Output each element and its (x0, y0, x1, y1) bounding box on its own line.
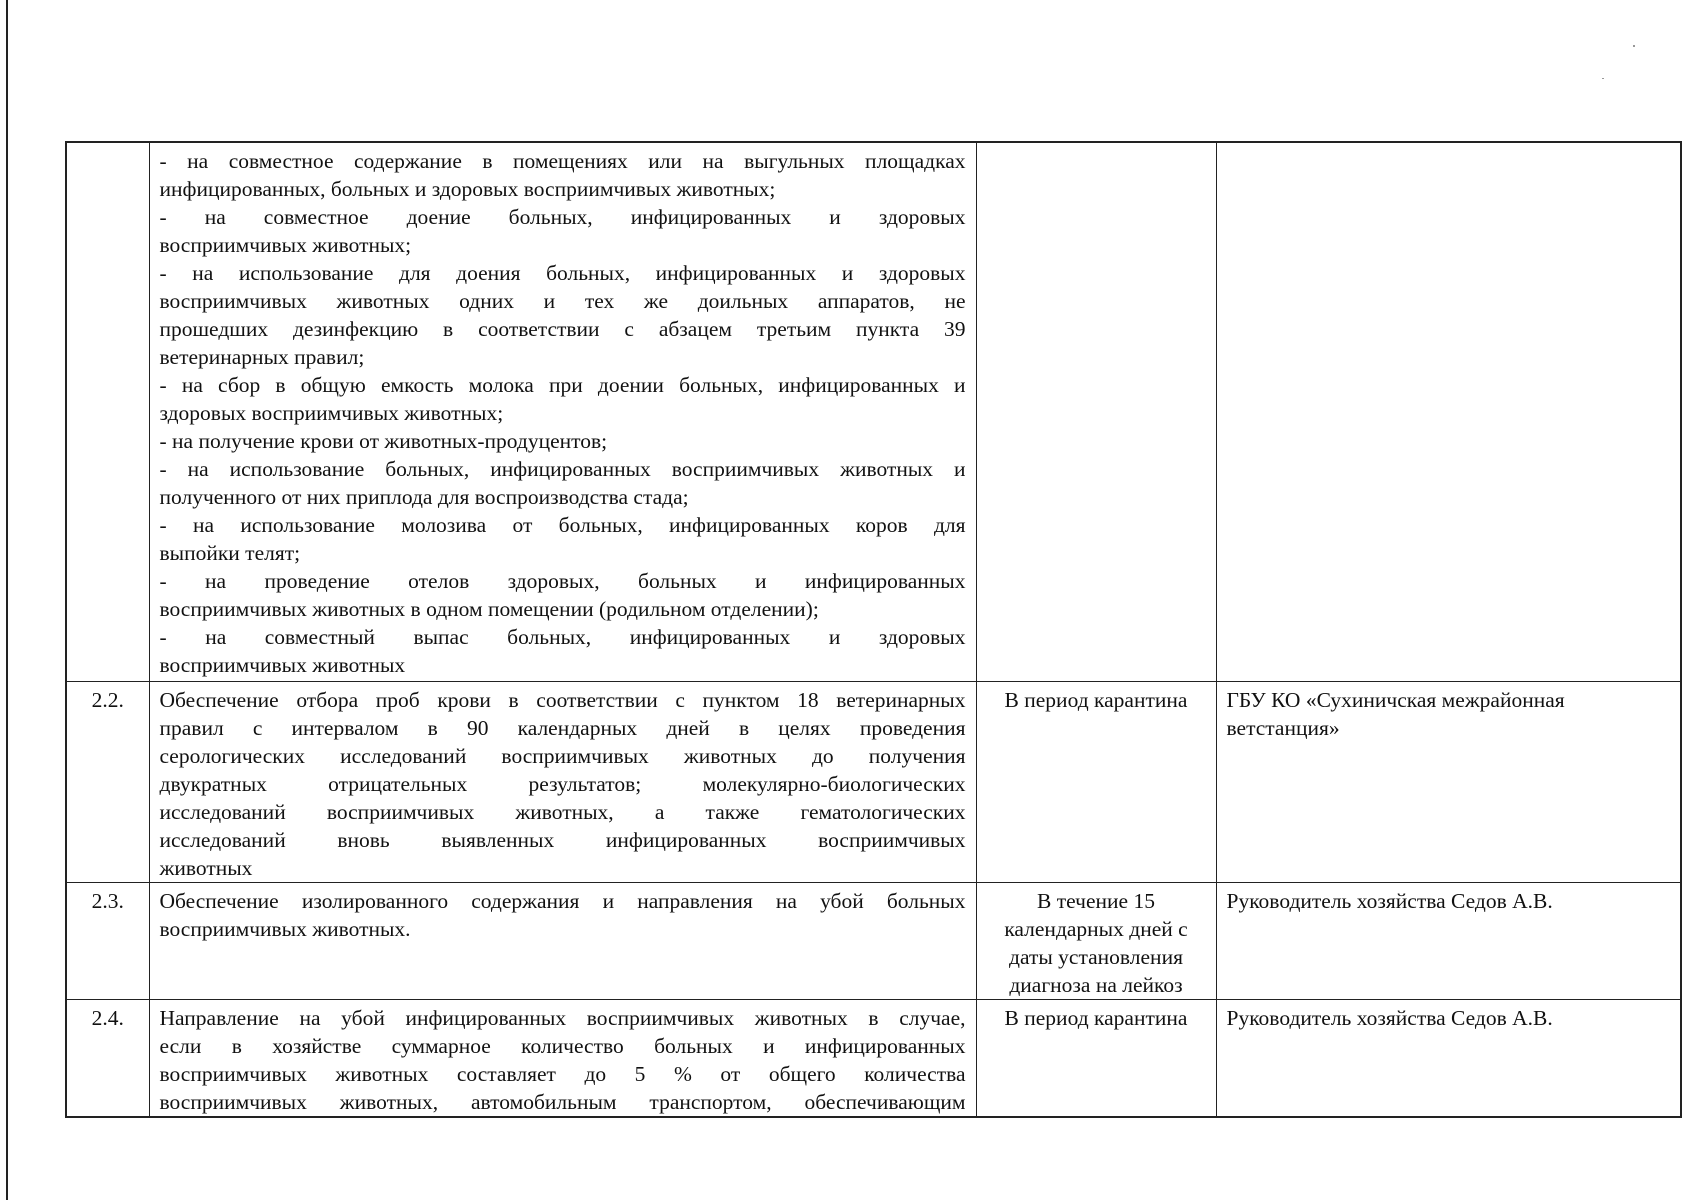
text-line: полученного от них приплода для воспроизводства стада; (159, 485, 689, 509)
text-line: - на использование молозива от больных, инфицированных коров для (159, 513, 966, 537)
measure-text-cell (149, 882, 976, 999)
text-line: прошедших дезинфекцию в соответствии с абзацем третьим пункта 39 (159, 317, 966, 341)
text-line: правил с интервалом в 90 календарных дней в целях проведения (159, 715, 966, 740)
row-number-cell: 2.4. (66, 999, 149, 1117)
scan-speck (1602, 78, 1604, 79)
row-number-cell (66, 142, 149, 681)
text-line: - на проведение отелов здоровых, больных и инфицированных (159, 569, 966, 593)
period-cell: В период карантина (976, 681, 1216, 882)
text-line: - на сбор в общую емкость молока при доении больных, инфицированных и (159, 373, 966, 397)
text-line: инфицированных, больных и здоровых восприимчивых животных; (159, 177, 776, 201)
text-line: - на совместное доение больных, инфицированных и здоровых (159, 205, 966, 229)
text-line: Обеспечение изолированного содержания и направления на убой больных (159, 888, 966, 913)
responsible-cell (1216, 142, 1681, 681)
text-line: восприимчивых животных (159, 653, 406, 677)
responsible-cell: ГБУ КО «Сухиничская межрайонная ветстанция» (1216, 681, 1681, 882)
binding-edge-line (6, 0, 8, 1200)
table-row-2-4 (66, 999, 1681, 1117)
responsible-cell: Руководитель хозяйства Седов А.В. (1216, 882, 1681, 999)
text-line: восприимчивых животных. (159, 916, 411, 941)
text-line: - на использование для доения больных, инфицированных и здоровых (159, 261, 966, 285)
measure-text-cell (149, 681, 976, 882)
period-cell (976, 142, 1216, 681)
text-line: Обеспечение отбора проб крови в соответствии с пунктом 18 ветеринарных (159, 687, 966, 712)
responsible-cell: Руководитель хозяйства Седов А.В. (1216, 999, 1681, 1117)
text-line: восприимчивых животных в одном помещении (родильном отделении); (159, 597, 819, 621)
text-line: если в хозяйстве суммарное количество больных и инфицированных (159, 1033, 966, 1058)
text-line: Направление на убой инфицированных восприимчивых животных в случае, (159, 1005, 966, 1030)
scan-speck (1633, 45, 1635, 47)
text-line: восприимчивых животных, автомобильным транспортом, обеспечивающим (159, 1089, 966, 1114)
period-cell: В течение 15 календарных дней с даты установления диагноза на лейкоз (976, 882, 1216, 999)
table-row-2-2 (66, 681, 1681, 882)
text-line: здоровых восприимчивых животных; (159, 401, 504, 425)
text-line: - на получение крови от животных-продуцентов; (159, 429, 608, 453)
text-line: двукратных отрицательных результатов; молекулярно-биологических (159, 771, 966, 796)
text-line: - на использование больных, инфицированных восприимчивых животных и (159, 457, 966, 481)
text-line: исследований восприимчивых животных, а также гематологических (159, 799, 966, 824)
table-row-restrictions (66, 142, 1681, 681)
text-line: восприимчивых животных одних и тех же доильных аппаратов, не (159, 289, 966, 313)
row-number-cell: 2.2. (66, 681, 149, 882)
period-cell: В период карантина (976, 999, 1216, 1117)
row-number-cell: 2.3. (66, 882, 149, 999)
text-line: серологических исследований восприимчивых животных до получения (159, 743, 966, 768)
text-line: животных (159, 855, 253, 880)
measure-text-cell (149, 999, 976, 1117)
text-line: восприимчивых животных; (159, 233, 412, 257)
measures-table (65, 141, 1682, 1118)
table-row-2-3 (66, 882, 1681, 999)
text-line: исследований вновь выявленных инфицированных восприимчивых (159, 827, 966, 852)
text-line: - на совместный выпас больных, инфицированных и здоровых (159, 625, 966, 649)
text-line: - на совместное содержание в помещениях или на выгульных площадках (159, 149, 966, 173)
text-line: восприимчивых животных составляет до 5 % от общего количества (159, 1061, 966, 1086)
text-line: ветеринарных правил; (159, 345, 365, 369)
text-line: выпойки телят; (159, 541, 301, 565)
measure-text-cell (149, 142, 976, 681)
